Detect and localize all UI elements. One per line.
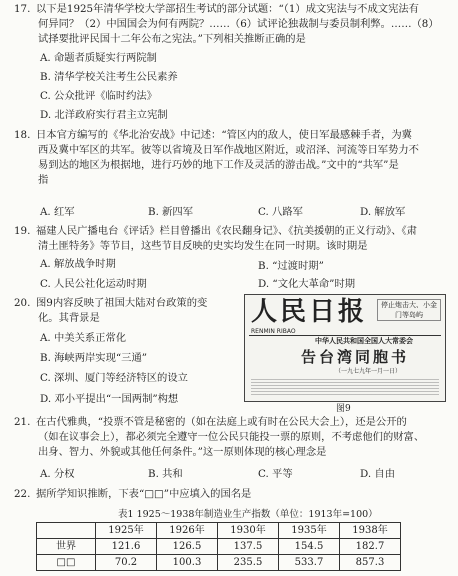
- option-d[interactable]: D. 解放军: [360, 206, 406, 218]
- option-c[interactable]: C. 人民公社化运动时期: [40, 278, 147, 290]
- question-text: 图9内容反映了祖国大陆对台政策的变: [36, 297, 208, 309]
- question-text: 指: [38, 174, 49, 186]
- question-number: 19.: [14, 225, 31, 237]
- table-cell: 235.5: [218, 555, 279, 571]
- question-number: 21.: [14, 416, 31, 428]
- question-text: 化。其背景是: [38, 312, 100, 324]
- table-cell: 137.5: [218, 539, 279, 555]
- table-cell: 126.5: [157, 539, 218, 555]
- option-a[interactable]: A. 红军: [40, 206, 75, 218]
- question-17: [14, 2, 446, 47]
- option-b[interactable]: B. 新四军: [148, 206, 194, 218]
- table-cell: 100.3: [157, 555, 218, 571]
- table-caption: 表1 1925～1938年制造业生产指数（单位：1913年=100）: [118, 509, 378, 520]
- option-d[interactable]: D. 邓小平提出“一国两制”构想: [40, 393, 179, 405]
- newspaper-headline: 停止炮击大、小金门等岛屿: [377, 299, 441, 321]
- question-text: 易到达的地区为根据地，进行巧妙的地下工作及灵活的游击战。”文中的“共军”是: [38, 159, 399, 171]
- newspaper-masthead: 人民日报: [251, 297, 368, 327]
- option-a[interactable]: A. 命题者质疑实行两院制: [40, 52, 157, 64]
- option-a[interactable]: A. 中美关系正常化: [40, 332, 127, 344]
- option-b[interactable]: B. 共和: [148, 468, 183, 480]
- production-index-table: [36, 522, 401, 571]
- option-d[interactable]: D. 自由: [360, 468, 396, 480]
- table-cell: 182.7: [340, 539, 401, 555]
- table-header-row: [37, 523, 401, 539]
- newspaper-pinyin: RENMIN RIBAO: [251, 328, 296, 335]
- option-b[interactable]: B. “过渡时期”: [258, 260, 324, 272]
- question-number: 18.: [14, 129, 31, 141]
- table-cell: 121.6: [96, 539, 157, 555]
- newspaper-big-headline: 告台湾同胞书: [301, 348, 410, 366]
- table-header: 1935年: [279, 523, 340, 539]
- option-b[interactable]: B. 清华学校关注考生公民素养: [40, 71, 178, 83]
- table-header: 1925年: [96, 523, 157, 539]
- question-text: 在古代雅典，“投票不管是秘密的（如在法庭上或有时在公民大会上），还是公开的: [36, 416, 407, 428]
- option-c[interactable]: C. 公众批评《临时约法》: [40, 90, 158, 102]
- table-cell: 世界: [37, 539, 96, 555]
- question-text: （如在议事会上），都必须完全遵守一位公民只能投一票的原则，不考虑他们的财富、: [38, 431, 425, 443]
- newspaper-date: （一九七九年一月一日）: [335, 368, 402, 375]
- table-row: [37, 539, 401, 555]
- table-header: 1926年: [157, 523, 218, 539]
- option-c[interactable]: C. 八路军: [258, 206, 303, 218]
- question-22: [14, 487, 446, 502]
- table-row: [37, 555, 401, 571]
- question-text: 何异同？（2）中国国会为何有两院？……（6）试评论独裁制与委员制利弊。……（8）: [38, 18, 439, 30]
- question-text: 西及冀中军区的共军。彼等以省境及日军作战地区附近，或沼泽、河流等日军势力不: [38, 144, 419, 156]
- question-text: 以下是1925年清华学校大学部招生考试的部分试题：“（1）成文宪法与不成文宪法有: [36, 3, 419, 15]
- newspaper-subhead: 中华人民共和国全国人大常委会: [315, 336, 413, 345]
- question-text: 出身、智力、外貌或其他任何条件。”这一原则体现的核心理念是: [38, 446, 327, 458]
- question-text: 试择要批评民国十二年公布之宪法。”下列相关推断正确的是: [38, 33, 306, 45]
- table-header: [37, 523, 96, 539]
- newspaper-body-text: [251, 379, 439, 397]
- question-text: 据所学知识推断，下表“□□”中应填入的国名是: [36, 488, 252, 500]
- question-number: 17.: [14, 3, 31, 15]
- question-19: [14, 224, 446, 254]
- option-c[interactable]: C. 深圳、厦门等经济特区的设立: [40, 372, 188, 384]
- question-number: 20.: [14, 297, 31, 309]
- question-21: [14, 415, 446, 460]
- option-a[interactable]: A. 分权: [40, 468, 75, 480]
- question-20: [14, 296, 239, 326]
- question-number: 22.: [14, 488, 31, 500]
- option-d[interactable]: D. “文化大革命”时期: [258, 278, 356, 290]
- table-cell: 70.2: [96, 555, 157, 571]
- table-header: 1938年: [340, 523, 401, 539]
- table-cell: 857.3: [340, 555, 401, 571]
- table-cell: □□: [37, 555, 96, 571]
- question-text: 日本官方编写的《华北治安战》中记述：“管区内的敌人，使日军最感棘手者，为冀: [36, 129, 412, 141]
- option-c[interactable]: C. 平等: [258, 468, 293, 480]
- newspaper-image: [244, 294, 446, 402]
- question-text: 清土匪特务》等节目，这些节目反映的史实均发生在同一时期。该时期是: [38, 240, 368, 252]
- question-text: 福建人民广播电台《评话》栏目曾播出《农民翻身记》、《抗美援朝的正义行动》、《肃: [36, 225, 417, 237]
- option-b[interactable]: B. 海峡两岸实现“三通”: [40, 352, 148, 364]
- table-cell: 154.5: [279, 539, 340, 555]
- question-18: [14, 128, 446, 188]
- figure-caption: 图9: [336, 404, 351, 414]
- table-cell: 533.7: [279, 555, 340, 571]
- table-header: 1930年: [218, 523, 279, 539]
- option-a[interactable]: A. 解放战争时期: [40, 258, 116, 270]
- option-d[interactable]: D. 北洋政府实行君主立宪制: [40, 109, 168, 121]
